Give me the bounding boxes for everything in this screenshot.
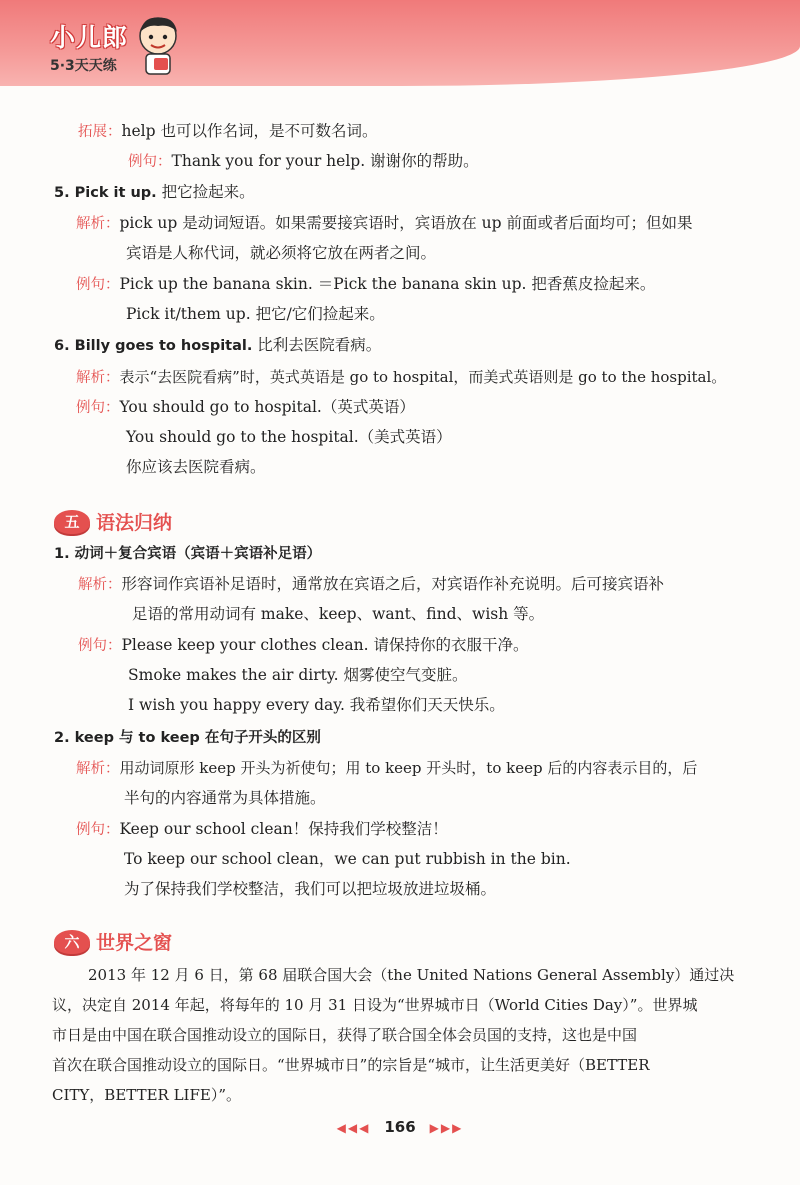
extension-line — [78, 120, 377, 143]
example-label: 例句： — [128, 154, 172, 170]
example-text-2: To keep our school clean，we can put rubbish in the bin. — [124, 850, 571, 868]
section-title: 世界之窗 — [96, 932, 173, 954]
example-continued — [128, 694, 505, 716]
example-continued — [124, 848, 571, 870]
example-text: You should go to hospital.（英式英语） — [119, 398, 415, 416]
example-text: Keep our school clean！保持我们学校整洁！ — [119, 820, 448, 838]
example-line — [76, 818, 448, 841]
analysis-label: 解析： — [76, 761, 120, 777]
analysis-label: 解析： — [78, 577, 122, 593]
section-grammar-summary — [54, 508, 172, 535]
analysis-line — [78, 573, 664, 596]
example-text-3: 你应该去医院看病。 — [126, 458, 266, 476]
extension-label: 拓展： — [78, 124, 122, 140]
analysis-line — [76, 757, 697, 780]
grammar-heading-2 — [54, 726, 321, 749]
example-line — [128, 150, 479, 173]
analysis-text-2: 宾语是人称代词，就必须将它放在两者之间。 — [126, 244, 437, 262]
item-5-translation: 把它捡起来。 — [156, 183, 255, 201]
example-line — [76, 273, 655, 296]
item-5-english: 5. Pick it up. — [54, 185, 157, 201]
analysis-continued — [126, 242, 436, 264]
analysis-text: pick up 是动词短语。如果需要接宾语时，宾语放在 up 前面或者后面均可；但如果 — [119, 214, 693, 232]
world-paragraph-line-4: 首次在联合国推动设立的国际日。“世界城市日”的宗旨是“城市，让生活更美好（BETTER — [52, 1056, 650, 1074]
analysis-text: 形容词作宾语补足语时，通常放在宾语之后，对宾语作补充说明。后可接宾语补 — [121, 575, 665, 593]
analysis-label: 解析： — [76, 370, 120, 386]
analysis-text-2: 足语的常用动词有 make、keep、want、find、wish 等。 — [132, 605, 545, 623]
analysis-text: 表示“去医院看病”时，英式英语是 go to hospital，而美式英语则是 go to the hospital。 — [119, 368, 727, 386]
example-continued — [126, 426, 452, 448]
analysis-label: 解析： — [76, 216, 120, 232]
example-continued — [128, 664, 467, 686]
example-label: 例句： — [76, 400, 120, 416]
example-text: Pick up the banana skin. ＝Pick the banana skin up. 把香蕉皮捡起来。 — [119, 275, 656, 293]
section-badge: 五 — [54, 510, 90, 534]
left-arrows-icon: ◀◀◀ — [336, 1121, 371, 1135]
right-arrows-icon: ▶▶▶ — [429, 1121, 464, 1135]
example-text-2: You should go to the hospital.（美式英语） — [126, 428, 452, 446]
example-label: 例句： — [76, 277, 120, 293]
example-text-3: I wish you happy every day. 我希望你们天天快乐。 — [128, 696, 505, 714]
item-heading-6 — [54, 334, 381, 357]
grammar-heading-text: 2. keep 与 to keep 在句子开头的区别 — [54, 730, 321, 746]
world-paragraph-line-3: 市日是由中国在联合国推动设立的国际日，获得了联合国全体会员国的支持，这也是中国 — [52, 1026, 638, 1044]
grammar-heading-1 — [54, 542, 321, 565]
item-6-translation: 比利去医院看病。 — [252, 336, 382, 354]
example-text: Please keep your clothes clean. 请保持你的衣服干净。 — [121, 636, 529, 654]
example-continued — [126, 456, 266, 478]
analysis-continued — [132, 603, 544, 625]
grammar-heading-text: 1. 动词＋复合宾语（宾语＋宾语补足语） — [54, 546, 322, 562]
world-paragraph-line-5: CITY，BETTER LIFE）”。 — [52, 1086, 241, 1104]
analysis-text-2: 半句的内容通常为具体措施。 — [124, 789, 326, 807]
item-6-english: 6. Billy goes to hospital. — [54, 338, 253, 354]
example-text-2: Pick it/them up. 把它/它们捡起来。 — [126, 305, 385, 323]
example-line — [78, 634, 528, 657]
world-paragraph-line-1: 2013 年 12 月 6 日，第 68 届联合国大会（the United Nations General Assembly）通过决 — [88, 966, 735, 984]
section-title: 语法归纳 — [96, 512, 173, 534]
example-continued — [126, 303, 385, 325]
analysis-line — [76, 366, 726, 389]
brand-logo: 小儿郎 — [50, 23, 129, 52]
example-text-2: Smoke makes the air dirty. 烟雾使空气变脏。 — [128, 666, 468, 684]
series-name: 5·3天天练 — [50, 58, 117, 74]
example-text: Thank you for your help. 谢谢你的帮助。 — [171, 152, 479, 170]
example-continued — [124, 878, 496, 900]
analysis-continued — [124, 787, 326, 809]
analysis-line — [76, 212, 692, 235]
example-text-3: 为了保持我们学校整洁，我们可以把垃圾放进垃圾桶。 — [124, 880, 497, 898]
section-world-window — [54, 928, 172, 955]
analysis-text: 用动词原形 keep 开头为祈使句；用 to keep 开头时，to keep 后的内容表示目的，后 — [119, 759, 698, 777]
page-header — [0, 0, 800, 92]
item-heading-5 — [54, 181, 255, 204]
extension-text: help 也可以作名词，是不可数名词。 — [121, 122, 378, 140]
example-label: 例句： — [78, 638, 122, 654]
page-footer — [0, 1118, 800, 1136]
mascot-boy-icon — [134, 14, 182, 78]
section-badge: 六 — [54, 930, 90, 954]
world-paragraph-line-2: 议，决定自 2014 年起，将每年的 10 月 31 日设为“世界城市日（World Cities Day）”。世界城 — [52, 996, 698, 1014]
example-line — [76, 396, 415, 419]
example-label: 例句： — [76, 822, 120, 838]
page-number: 166 — [384, 1118, 416, 1136]
